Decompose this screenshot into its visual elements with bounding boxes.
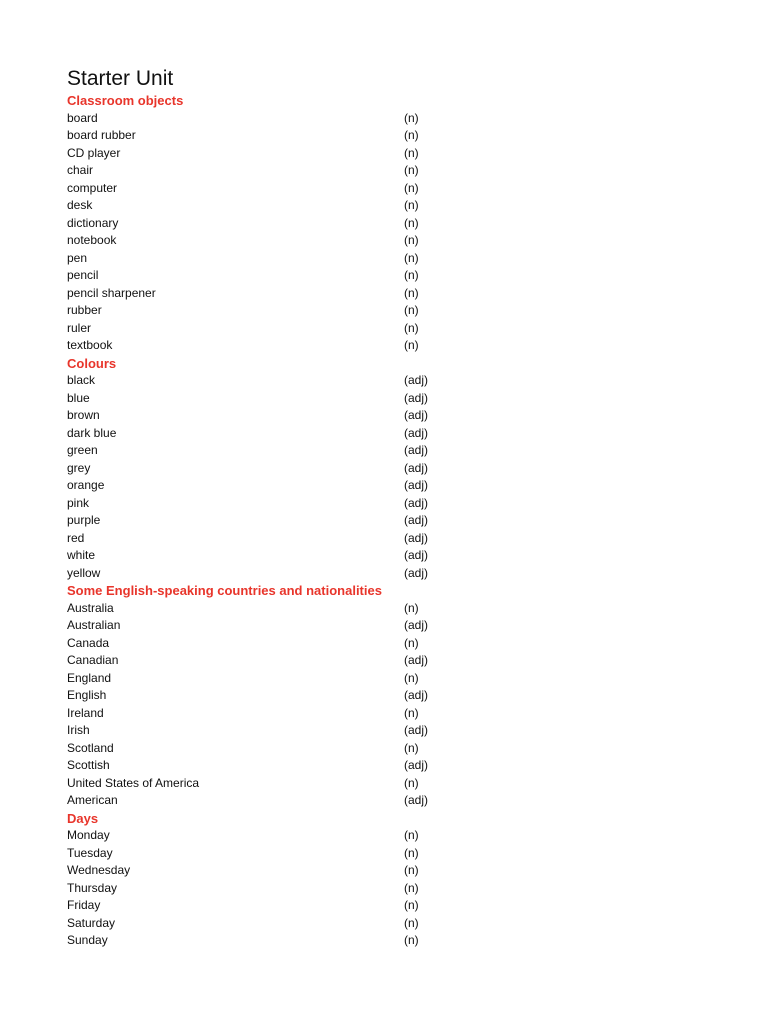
vocab-row xyxy=(67,652,707,670)
part-of-speech: (adj) xyxy=(404,373,429,387)
part-of-speech: (adj) xyxy=(404,513,429,527)
vocab-word: dictionary xyxy=(67,215,119,230)
vocab-word: Canada xyxy=(67,635,110,650)
vocab-word: blue xyxy=(67,390,90,405)
part-of-speech: (adj) xyxy=(404,408,429,422)
vocab-word: pink xyxy=(67,495,90,510)
part-of-speech: (adj) xyxy=(404,565,429,580)
part-of-speech: (n) xyxy=(404,180,419,195)
part-of-speech: (n) xyxy=(404,845,419,860)
part-of-speech: (adj) xyxy=(404,688,429,702)
vocab-word: black xyxy=(67,373,96,387)
vocab-word: pencil sharpener xyxy=(67,285,156,300)
vocab-word: Monday xyxy=(67,828,110,842)
page-title: Starter Unit xyxy=(67,67,174,90)
vocab-word: grey xyxy=(67,460,91,475)
vocab-word: board xyxy=(67,110,98,125)
vocab-word: Ireland xyxy=(67,705,104,720)
vocab-row xyxy=(67,827,707,845)
part-of-speech: (n) xyxy=(404,110,419,125)
part-of-speech: (n) xyxy=(404,898,419,912)
part-of-speech: (adj) xyxy=(404,758,429,772)
vocab-row xyxy=(67,390,707,408)
vocab-row xyxy=(67,267,707,285)
vocab-row xyxy=(67,705,707,723)
vocab-word: Scottish xyxy=(67,758,110,772)
vocab-word: yellow xyxy=(67,565,101,580)
section-heading: Classroom objects xyxy=(67,93,184,108)
part-of-speech: (n) xyxy=(404,145,419,160)
vocab-word: dark blue xyxy=(67,425,117,440)
part-of-speech: (adj) xyxy=(404,443,429,457)
vocab-word: Irish xyxy=(67,723,90,737)
part-of-speech: (n) xyxy=(404,163,419,177)
part-of-speech: (adj) xyxy=(404,618,429,632)
vocab-row xyxy=(67,565,707,583)
part-of-speech: (n) xyxy=(404,705,419,720)
vocab-word: orange xyxy=(67,478,105,492)
vocab-row xyxy=(67,600,707,618)
vocab-word: Friday xyxy=(67,898,101,912)
part-of-speech: (n) xyxy=(404,880,419,895)
part-of-speech: (n) xyxy=(404,775,419,790)
part-of-speech: (adj) xyxy=(404,548,429,562)
vocab-row xyxy=(67,442,707,460)
vocab-row xyxy=(67,180,707,198)
vocab-row xyxy=(67,197,707,215)
vocab-word: board rubber xyxy=(67,128,136,142)
vocab-row xyxy=(67,792,707,810)
part-of-speech: (n) xyxy=(404,285,419,300)
vocab-row xyxy=(67,775,707,793)
part-of-speech: (n) xyxy=(404,198,419,212)
vocab-word: Canadian xyxy=(67,653,119,667)
vocab-word: Australian xyxy=(67,618,121,632)
vocab-word: rubber xyxy=(67,303,102,317)
part-of-speech: (adj) xyxy=(404,653,429,667)
vocab-word: Thursday xyxy=(67,880,118,895)
vocab-word: England xyxy=(67,670,112,685)
part-of-speech: (n) xyxy=(404,828,419,842)
vocab-row xyxy=(67,915,707,933)
vocab-row xyxy=(67,145,707,163)
part-of-speech: (n) xyxy=(404,863,419,877)
part-of-speech: (adj) xyxy=(404,390,429,405)
vocab-row xyxy=(67,617,707,635)
section-heading: Colours xyxy=(67,355,117,371)
vocab-row xyxy=(67,880,707,898)
vocab-row xyxy=(67,302,707,320)
part-of-speech: (n) xyxy=(404,268,419,282)
vocab-row xyxy=(67,845,707,863)
vocab-row xyxy=(67,687,707,705)
vocab-row xyxy=(67,495,707,513)
vocab-word: purple xyxy=(67,513,101,527)
vocab-word: Scotland xyxy=(67,740,114,755)
part-of-speech: (n) xyxy=(404,320,419,335)
vocab-row xyxy=(67,215,707,233)
part-of-speech: (n) xyxy=(404,670,419,685)
part-of-speech: (adj) xyxy=(404,530,429,545)
vocab-row xyxy=(67,460,707,478)
vocab-word: ruler xyxy=(67,320,92,335)
part-of-speech: (n) xyxy=(404,215,419,230)
vocab-row xyxy=(67,740,707,758)
vocabulary-list xyxy=(67,92,707,950)
section-heading: Days xyxy=(67,810,99,826)
part-of-speech: (n) xyxy=(404,933,419,947)
vocab-row xyxy=(67,407,707,425)
section-heading: Some English-speaking countries and nationalities xyxy=(67,583,382,598)
vocab-word: English xyxy=(67,688,107,702)
vocab-row xyxy=(67,897,707,915)
vocab-row xyxy=(67,425,707,443)
part-of-speech: (n) xyxy=(404,635,419,650)
vocab-row xyxy=(67,862,707,880)
part-of-speech: (adj) xyxy=(404,478,429,492)
vocab-word: Sunday xyxy=(67,933,108,947)
vocab-word: brown xyxy=(67,408,100,422)
vocab-row xyxy=(67,547,707,565)
part-of-speech: (adj) xyxy=(404,723,429,737)
document-page xyxy=(67,66,707,950)
part-of-speech: (n) xyxy=(404,303,419,317)
part-of-speech: (adj) xyxy=(404,460,429,475)
vocab-row xyxy=(67,757,707,775)
vocab-row xyxy=(67,372,707,390)
vocab-word: American xyxy=(67,793,118,807)
vocab-row xyxy=(67,477,707,495)
vocab-word: textbook xyxy=(67,338,113,352)
vocab-word: white xyxy=(67,548,96,562)
vocab-row xyxy=(67,320,707,338)
vocab-row xyxy=(67,285,707,303)
part-of-speech: (adj) xyxy=(404,495,429,510)
vocab-row xyxy=(67,162,707,180)
vocab-row xyxy=(67,250,707,268)
vocab-word: pencil xyxy=(67,268,99,282)
part-of-speech: (n) xyxy=(404,338,419,352)
vocab-row xyxy=(67,670,707,688)
vocab-row xyxy=(67,232,707,250)
vocab-word: United States of America xyxy=(67,775,200,790)
vocab-word: red xyxy=(67,530,85,545)
vocab-word: chair xyxy=(67,163,94,177)
vocab-word: Australia xyxy=(67,600,114,615)
vocab-word: Saturday xyxy=(67,915,116,930)
vocab-word: Wednesday xyxy=(67,863,131,877)
vocab-word: computer xyxy=(67,180,118,195)
vocab-row xyxy=(67,932,707,950)
vocab-row xyxy=(67,337,707,355)
vocab-word: desk xyxy=(67,198,93,212)
vocab-row xyxy=(67,530,707,548)
vocab-row xyxy=(67,110,707,128)
part-of-speech: (adj) xyxy=(404,793,429,807)
vocab-row xyxy=(67,722,707,740)
part-of-speech: (n) xyxy=(404,128,419,142)
vocab-word: CD player xyxy=(67,145,121,160)
vocab-row xyxy=(67,512,707,530)
vocab-word: notebook xyxy=(67,233,117,247)
vocab-row xyxy=(67,127,707,145)
part-of-speech: (n) xyxy=(404,740,419,755)
vocab-word: pen xyxy=(67,250,88,265)
part-of-speech: (adj) xyxy=(404,425,429,440)
part-of-speech: (n) xyxy=(404,915,419,930)
vocab-row xyxy=(67,635,707,653)
vocab-word: Tuesday xyxy=(67,845,113,860)
part-of-speech: (n) xyxy=(404,600,419,615)
vocab-word: green xyxy=(67,443,98,457)
part-of-speech: (n) xyxy=(404,233,419,247)
part-of-speech: (n) xyxy=(404,250,419,265)
